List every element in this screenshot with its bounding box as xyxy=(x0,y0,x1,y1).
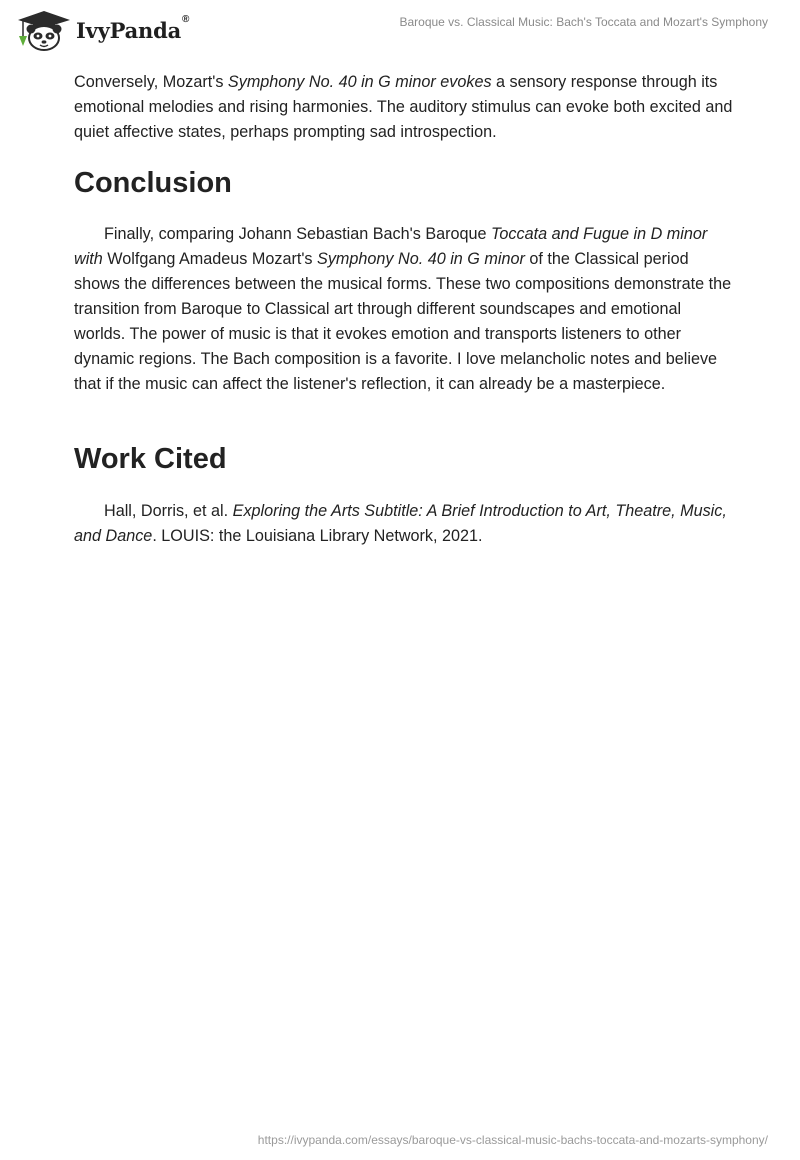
page-header xyxy=(0,0,800,70)
panda-graduate-icon xyxy=(14,8,76,52)
work-title: Symphony No. 40 in G minor evokes xyxy=(227,73,492,91)
conclusion-paragraph: Finally, comparing Johann Sebastian Bach's Baroque Toccata and Fugue in D minor with Wolfgang Amadeus Mozart's Symphony No. 40 in G minor of the Classical period shows the differences between the musical forms. These two compositions demonstrate the transition from Baroque to Classical art through different soundscapes and emotional worlds. The power of music is that it evokes emotion and transports listeners to other dynamic regions. The Bach composition is a favorite. I love melancholic notes and believe that if the music can affect the listener's reflection, it can already be a masterpiece. xyxy=(74,225,732,393)
paragraph-mozart: Conversely, Mozart's Symphony No. 40 in G minor evokes a sensory response through its emotional melodies and rising harmonies. The auditory stimulus can evoke both excited and quiet affective states, perhaps prompting sad introspection. xyxy=(74,73,733,141)
citation-entry: Hall, Dorris, et al. Exploring the Arts Subtitle: A Brief Introduction to Art, Theatre, Music, and Dance. LOUIS: the Louisiana Library Network, 2021. xyxy=(74,502,727,545)
document-title: Baroque vs. Classical Music: Bach's Toccata and Mozart's Symphony xyxy=(399,15,768,29)
registered-mark: ® xyxy=(182,13,190,25)
work-title: Toccata and Fugue in D minor with xyxy=(74,225,708,268)
work-title: Symphony No. 40 in G minor xyxy=(317,250,525,268)
cited-book-title: Exploring the Arts Subtitle: A Brief Introduction to Art, Theatre, Music, and Dance xyxy=(74,502,727,545)
conclusion-heading: Conclusion xyxy=(74,167,232,199)
source-url-link[interactable]: https://ivypanda.com/essays/baroque-vs-classical-music-bachs-toccata-and-mozarts-symphony/ xyxy=(257,1133,768,1147)
work-cited-heading: Work Cited xyxy=(74,443,227,475)
logo-text: IvyPanda® xyxy=(76,13,190,43)
ivypanda-logo[interactable] xyxy=(14,8,189,52)
